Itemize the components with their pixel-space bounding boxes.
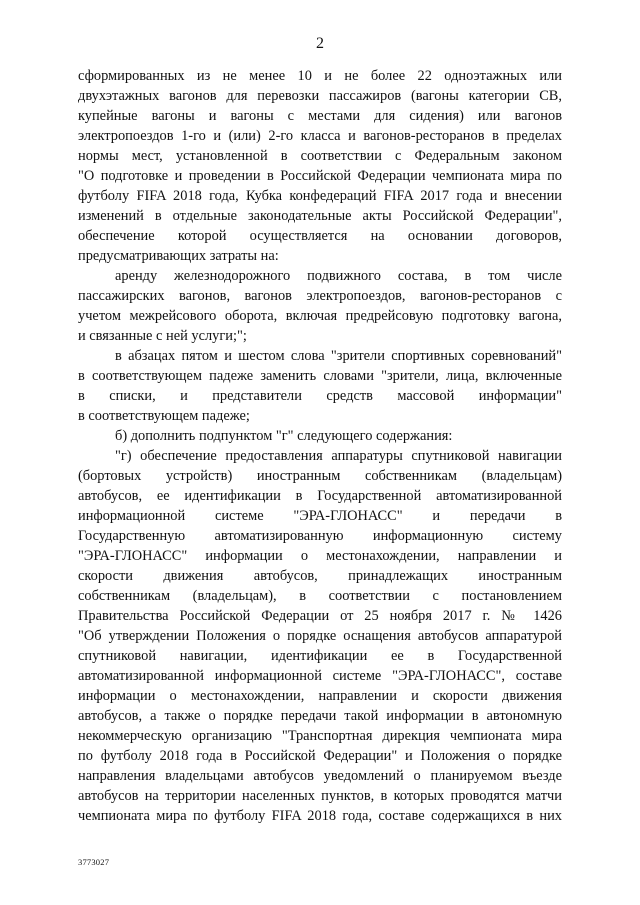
text-line: информационной системе "ЭРА-ГЛОНАСС" и передачи в xyxy=(78,508,562,524)
text-line: информации о местонахождении, направлении и скорости движения xyxy=(78,688,562,704)
text-line: аренду железнодорожного подвижного состава, в том числе xyxy=(115,268,562,284)
text-line: направления владельцами автобусов уведомлений о планируемом въезде xyxy=(78,768,562,784)
text-line: сформированных из не менее 10 и не более 22 одноэтажных или xyxy=(78,68,562,84)
text-line: спутниковой навигации, идентификации ее в Государственной xyxy=(78,648,562,664)
text-line: чемпионата мира по футболу FIFA 2018 года, составе содержащихся в них xyxy=(78,808,562,824)
text-line: "Об утверждении Положения о порядке оснащения автобусов аппаратурой xyxy=(78,628,562,644)
text-line: футболу FIFA 2018 года, Кубка конфедераций FIFA 2017 года и внесении xyxy=(78,188,562,204)
text-line: некоммерческую организацию "Транспортная дирекция чемпионата мира xyxy=(78,728,562,744)
text-line: в соответствующем падеже заменить словами "зрители, лица, включенные xyxy=(78,368,562,384)
text-line: изменений в отдельные законодательные акты Российской Федерации", xyxy=(78,208,562,224)
text-line: купейные вагоны и вагоны с местами для сидения) или вагонов xyxy=(78,108,562,124)
text-line: по футболу 2018 года в Российской Федерации" и Положения о порядке xyxy=(78,748,562,764)
text-line: нормы мест, установленной в соответствии с Федеральным законом xyxy=(78,148,562,164)
text-line: двухэтажных вагонов для перевозки пассажиров (вагоны категории СВ, xyxy=(78,88,562,104)
text-line: автобусов, ее идентификации в Государственной автоматизированной xyxy=(78,488,562,504)
text-line: в списки, и представители средств массовой информации" xyxy=(78,388,562,404)
text-line: "г) обеспечение предоставления аппаратуры спутниковой навигации xyxy=(115,448,562,464)
text-line: собственникам (владельцам), в соответствии с постановлением xyxy=(78,588,562,604)
text-line: пассажирских вагонов, вагонов электропоездов, вагонов-ресторанов с xyxy=(78,288,562,304)
text-line: предусматривающих затраты на: xyxy=(78,248,279,264)
text-line: автоматизированной информационной системе "ЭРА-ГЛОНАСС", составе xyxy=(78,668,562,684)
text-line: автобусов, а также о порядке передачи такой информации в автономную xyxy=(78,708,562,724)
document-code: 3773027 xyxy=(78,857,110,867)
text-line: автобусов на территории населенных пунктов, в которых проводятся матчи xyxy=(78,788,562,804)
text-line: электропоездов 1-го и (или) 2-го класса и вагонов-ресторанов в пределах xyxy=(78,128,562,144)
text-line: скорости движения автобусов, принадлежащих иностранным xyxy=(78,568,562,584)
page-number: 2 xyxy=(316,35,324,52)
document-body xyxy=(78,66,562,826)
text-line: и связанные с ней услуги;"; xyxy=(78,328,247,344)
text-line: обеспечение которой осуществляется на основании договоров, xyxy=(78,228,562,244)
text-line: учетом межрейсового оборота, включая предрейсовую подготовку вагона, xyxy=(78,308,562,324)
text-line: (бортовых устройств) иностранным собственникам (владельцам) xyxy=(78,468,562,484)
text-line: б) дополнить подпунктом "г" следующего содержания: xyxy=(115,428,453,444)
text-line: "О подготовке и проведении в Российской Федерации чемпионата мира по xyxy=(78,168,562,184)
text-line: в абзацах пятом и шестом слова "зрители спортивных соревнований" xyxy=(115,348,562,364)
text-line: Правительства Российской Федерации от 25 ноября 2017 г. № 1426 xyxy=(78,608,562,624)
text-line: в соответствующем падеже; xyxy=(78,408,250,424)
text-line: "ЭРА-ГЛОНАСС" информации о местонахождении, направлении и xyxy=(78,548,562,564)
text-line: Государственную автоматизированную информационную систему xyxy=(78,528,562,544)
